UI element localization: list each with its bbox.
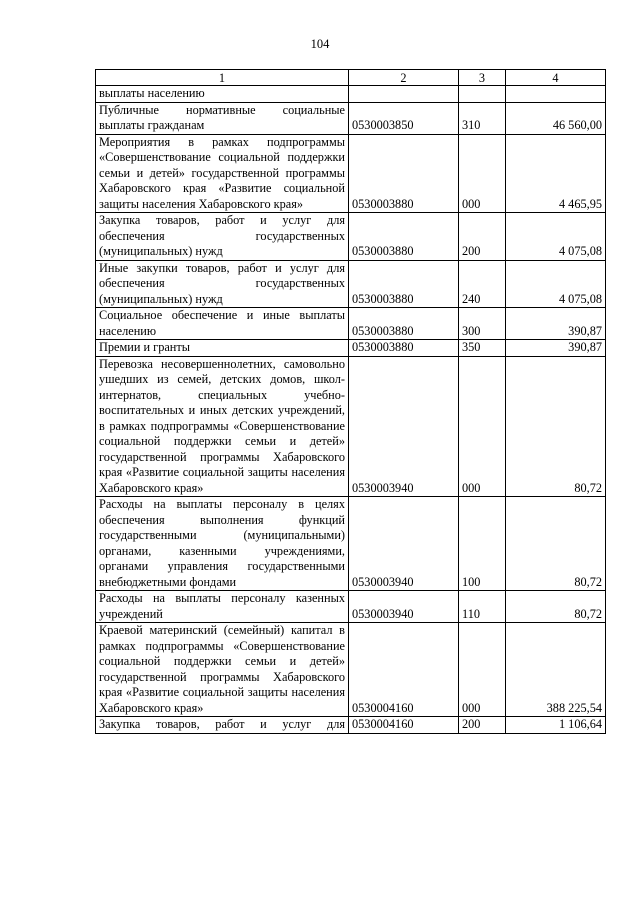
- row-sum: 388 225,54: [506, 623, 606, 717]
- row-code: 0530003940: [349, 497, 459, 591]
- table-row: [96, 308, 606, 340]
- row-name: Краевой материнский (семейный) капитал в рамках подпрограммы «Совершенствование социальной поддержки семьи и детей» государственной программы Хабаровского края «Развитие социальной защиты населения Хабаровского края»: [96, 623, 349, 717]
- row-code: 0530003850: [349, 102, 459, 134]
- row-name: Закупка товаров, работ и услуг для обеспечения государственных (муниципальных) нужд: [96, 213, 349, 261]
- row-sum: 80,72: [506, 591, 606, 623]
- row-sum: 390,87: [506, 340, 606, 357]
- row-sum: 4 075,08: [506, 260, 606, 308]
- table-header-row: [96, 70, 606, 86]
- row-name: Перевозка несовершеннолетних, самовольно ушедших из семей, детских домов, школ-интернатов, специальных учебно-воспитательных и иных детских учреждений, в рамках подпрограммы «Совершенствование социальной поддержки семьи и детей» государственной программы Хабаровского края «Развитие социальной защиты населения Хабаровского края»: [96, 356, 349, 497]
- row-sum: 390,87: [506, 308, 606, 340]
- table-row: [96, 591, 606, 623]
- row-name: выплаты населению: [96, 86, 349, 103]
- row-kvr: 110: [459, 591, 506, 623]
- row-code: 0530004160: [349, 623, 459, 717]
- row-sum: 80,72: [506, 497, 606, 591]
- page-number: 104: [310, 37, 330, 51]
- row-code: 0530003880: [349, 308, 459, 340]
- row-kvr: 000: [459, 356, 506, 497]
- table-row: [96, 717, 606, 734]
- row-code: 0530003880: [349, 260, 459, 308]
- row-name: Публичные нормативные социальные выплаты гражданам: [96, 102, 349, 134]
- row-name: Премии и гранты: [96, 340, 349, 357]
- row-name: Иные закупки товаров, работ и услуг для обеспечения государственных (муниципальных) нужд: [96, 260, 349, 308]
- row-name: Закупка товаров, работ и услуг для: [96, 717, 349, 734]
- row-kvr: 200: [459, 213, 506, 261]
- table-row: [96, 623, 606, 717]
- row-kvr: 100: [459, 497, 506, 591]
- row-code: 0530003940: [349, 591, 459, 623]
- row-kvr: 200: [459, 717, 506, 734]
- row-kvr: 000: [459, 623, 506, 717]
- row-code: 0530003880: [349, 340, 459, 357]
- row-kvr: 240: [459, 260, 506, 308]
- row-code: 0530003940: [349, 356, 459, 497]
- row-code: 0530004160: [349, 717, 459, 734]
- row-kvr: 350: [459, 340, 506, 357]
- row-sum: 1 106,64: [506, 717, 606, 734]
- row-kvr: 300: [459, 308, 506, 340]
- table-row: [96, 356, 606, 497]
- row-name: Мероприятия в рамках подпрограммы «Совершенствование социальной поддержки семьи и детей» государственной программы Хабаровского края «Развитие социальной защиты населения Хабаровского края»: [96, 134, 349, 213]
- column-header-3: 3: [459, 70, 506, 86]
- row-kvr: 000: [459, 134, 506, 213]
- row-sum: 80,72: [506, 356, 606, 497]
- row-sum: 4 465,95: [506, 134, 606, 213]
- table-row: [96, 102, 606, 134]
- table-row: [96, 340, 606, 357]
- table-row: [96, 134, 606, 213]
- table-row: [96, 260, 606, 308]
- row-code: 0530003880: [349, 134, 459, 213]
- table-row-continuation: [96, 86, 606, 103]
- column-header-4: 4: [506, 70, 606, 86]
- row-name: Расходы на выплаты персоналу казенных учреждений: [96, 591, 349, 623]
- row-kvr: 310: [459, 102, 506, 134]
- row-sum: 46 560,00: [506, 102, 606, 134]
- row-sum: 4 075,08: [506, 213, 606, 261]
- column-header-2: 2: [349, 70, 459, 86]
- table-row: [96, 497, 606, 591]
- row-name: Расходы на выплаты персоналу в целях обеспечения выполнения функций государственными (муниципальными) органами, казенными учреждениями, органами управления государственными внебюджетными фондами: [96, 497, 349, 591]
- row-name: Социальное обеспечение и иные выплаты населению: [96, 308, 349, 340]
- table-row: [96, 213, 606, 261]
- row-code: 0530003880: [349, 213, 459, 261]
- budget-table: [95, 69, 606, 734]
- column-header-1: 1: [96, 70, 349, 86]
